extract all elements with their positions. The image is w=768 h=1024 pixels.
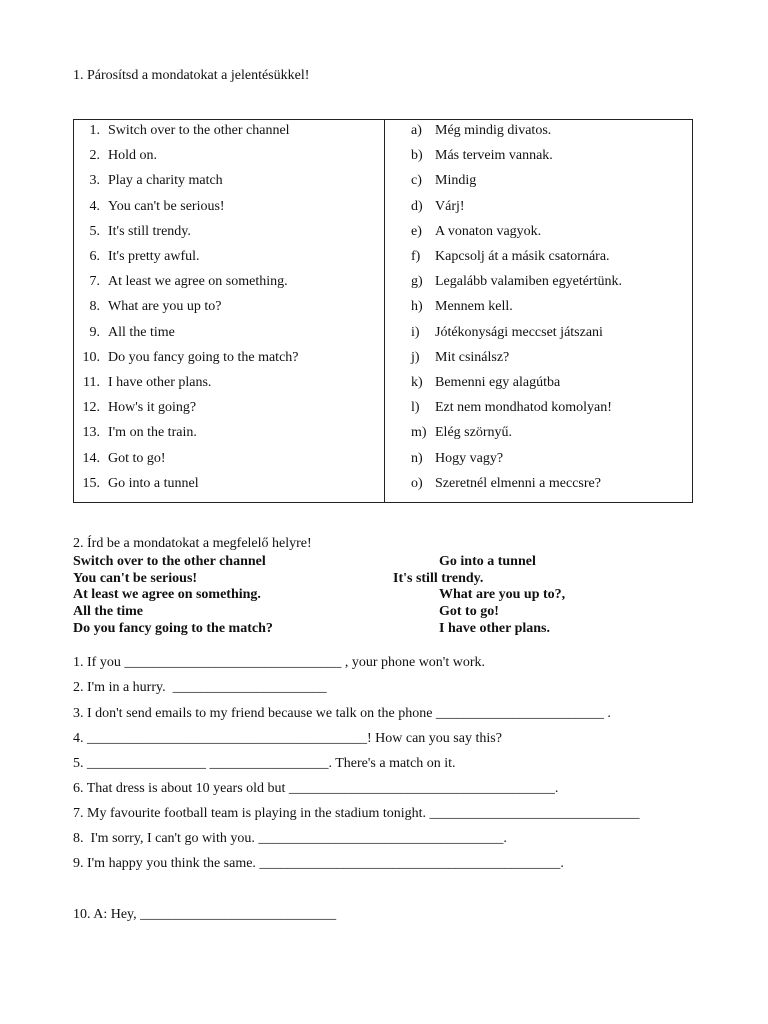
- hungarian-meaning-row: [411, 249, 610, 265]
- english-phrase: I'm on the train.: [108, 425, 197, 441]
- exercise-sentence: 9. I'm happy you think the same. ___________________________________________.: [73, 856, 564, 871]
- hungarian-meaning-row: [411, 148, 553, 164]
- bank-phrase: All the time: [73, 604, 143, 619]
- english-phrase-row: [76, 123, 290, 139]
- bank-phrase: Go into a tunnel: [439, 554, 536, 569]
- hungarian-meaning: A vonaton vagyok.: [435, 223, 542, 239]
- row-number: 3.: [89, 173, 100, 189]
- row-letter: o): [411, 475, 423, 491]
- bank-phrase: At least we agree on something.: [73, 587, 261, 602]
- row-number: 12.: [82, 400, 100, 416]
- english-phrase-row: [76, 451, 166, 467]
- english-phrase: I have other plans.: [108, 375, 212, 390]
- english-phrase: Go into a tunnel: [108, 475, 199, 491]
- hungarian-meaning-row: [411, 476, 601, 492]
- table-divider: [384, 120, 385, 502]
- hungarian-meaning: Mindig: [435, 173, 477, 189]
- row-letter: c): [411, 173, 422, 189]
- bank-phrase: Switch over to the other channel: [73, 554, 266, 569]
- exercise-sentence: 6. That dress is about 10 years old but ______________________________________.: [73, 781, 559, 796]
- hungarian-meaning-row: [411, 451, 503, 467]
- row-letter: f): [411, 249, 421, 264]
- row-number: 4.: [89, 198, 100, 214]
- row-letter: d): [411, 198, 423, 214]
- hungarian-meaning-row: [411, 350, 509, 366]
- row-number: 5.: [89, 223, 100, 239]
- hungarian-meaning: Várj!: [435, 198, 465, 214]
- english-phrase-row: [76, 249, 200, 265]
- exercise-sentence: 2. I'm in a hurry. ______________________: [73, 680, 327, 695]
- hungarian-meaning: Mit csinálsz?: [435, 349, 510, 365]
- exercise-sentence: 7. My favourite football team is playing in the stadium tonight. ______________________________: [73, 806, 640, 821]
- bank-phrase: You can't be serious!: [73, 571, 198, 586]
- english-phrase-row: [76, 325, 175, 341]
- english-phrase: Got to go!: [108, 450, 166, 466]
- row-number: 13.: [82, 425, 100, 441]
- bank-phrase: It's still trendy.: [393, 571, 484, 586]
- row-letter: b): [411, 148, 423, 164]
- english-phrase: It's pretty awful.: [108, 249, 200, 264]
- hungarian-meaning: Legalább valamiben egyetértünk.: [435, 274, 622, 290]
- row-number: 11.: [83, 375, 100, 390]
- hungarian-meaning-row: [411, 325, 603, 341]
- row-letter: m): [411, 425, 427, 441]
- row-letter: n): [411, 450, 423, 466]
- english-phrase-row: [76, 476, 199, 492]
- row-letter: k): [411, 375, 423, 390]
- hungarian-meaning-row: [411, 425, 512, 441]
- english-phrase-row: [76, 274, 288, 290]
- english-phrase: It's still trendy.: [108, 223, 191, 239]
- hungarian-meaning-row: [411, 274, 622, 290]
- english-phrase-row: [76, 173, 223, 189]
- english-phrase-row: [76, 350, 299, 366]
- matching-table: [73, 119, 693, 503]
- english-phrase: What are you up to?: [108, 299, 222, 315]
- bank-phrase: I have other plans.: [439, 621, 550, 636]
- row-letter: e): [411, 223, 422, 239]
- english-phrase: At least we agree on something.: [108, 274, 288, 290]
- section-2-title: 2. Írd be a mondatokat a megfelelő helyre!: [73, 536, 312, 551]
- row-number: 15.: [82, 475, 100, 491]
- english-phrase-row: [76, 299, 222, 315]
- hungarian-meaning: Más terveim vannak.: [435, 148, 553, 164]
- hungarian-meaning-row: [411, 123, 551, 139]
- english-phrase: You can't be serious!: [108, 198, 225, 214]
- english-phrase-row: [76, 375, 211, 391]
- english-phrase: All the time: [108, 324, 175, 340]
- hungarian-meaning: Mennem kell.: [435, 299, 513, 315]
- hungarian-meaning-row: [411, 299, 513, 315]
- hungarian-meaning: Kapcsolj át a másik csatornára.: [435, 249, 610, 264]
- exercise-sentence: 8. I'm sorry, I can't go with you. ___________________________________.: [73, 831, 507, 846]
- hungarian-meaning-row: [411, 400, 612, 416]
- exercise-sentence: 3. I don't send emails to my friend because we talk on the phone ________________________ .: [73, 706, 611, 721]
- exercise-sentence: 5. _________________ _________________. There's a match on it.: [73, 756, 456, 771]
- hungarian-meaning-row: [411, 224, 541, 240]
- hungarian-meaning-row: [411, 173, 476, 189]
- bank-phrase: What are you up to?,: [439, 587, 566, 602]
- exercise-sentence: 10. A: Hey, ____________________________: [73, 907, 337, 922]
- english-phrase: Do you fancy going to the match?: [108, 349, 299, 365]
- row-letter: a): [411, 123, 422, 138]
- row-number: 10.: [82, 349, 100, 365]
- english-phrase: How's it going?: [108, 400, 197, 416]
- row-letter: j): [411, 349, 420, 365]
- english-phrase-row: [76, 148, 157, 164]
- english-phrase-row: [76, 199, 225, 215]
- exercise-sentence: 4. ________________________________________! How can you say this?: [73, 731, 502, 746]
- row-number: 9.: [89, 324, 100, 340]
- row-letter: l): [411, 400, 420, 416]
- row-letter: g): [411, 274, 423, 290]
- row-number: 6.: [89, 249, 100, 264]
- hungarian-meaning-row: [411, 375, 560, 391]
- section-1-title: 1. Párosítsd a mondatokat a jelentésükkel!: [73, 68, 310, 83]
- row-number: 14.: [82, 450, 100, 466]
- english-phrase: Play a charity match: [108, 173, 223, 189]
- english-phrase-row: [76, 224, 191, 240]
- english-phrase: Hold on.: [108, 148, 157, 164]
- bank-phrase: Do you fancy going to the match?: [73, 621, 273, 636]
- hungarian-meaning: Még mindig divatos.: [435, 123, 552, 138]
- english-phrase-row: [76, 400, 196, 416]
- hungarian-meaning: Ezt nem mondhatod komolyan!: [435, 400, 612, 416]
- row-number: 1.: [89, 123, 100, 138]
- row-number: 8.: [89, 299, 100, 315]
- hungarian-meaning: Szeretnél elmenni a meccsre?: [435, 475, 601, 491]
- bank-phrase: Got to go!: [439, 604, 499, 619]
- english-phrase-row: [76, 425, 197, 441]
- hungarian-meaning: Elég szörnyű.: [435, 425, 512, 441]
- row-letter: h): [411, 299, 423, 315]
- hungarian-meaning-row: [411, 199, 465, 215]
- hungarian-meaning: Hogy vagy?: [435, 450, 504, 466]
- hungarian-meaning: Jótékonysági meccset játszani: [435, 324, 603, 340]
- english-phrase: Switch over to the other channel: [108, 123, 290, 138]
- row-number: 7.: [89, 274, 100, 290]
- hungarian-meaning: Bemenni egy alagútba: [435, 375, 561, 390]
- row-number: 2.: [89, 148, 100, 164]
- exercise-sentence: 1. If you _______________________________ , your phone won't work.: [73, 655, 485, 670]
- row-letter: i): [411, 324, 420, 340]
